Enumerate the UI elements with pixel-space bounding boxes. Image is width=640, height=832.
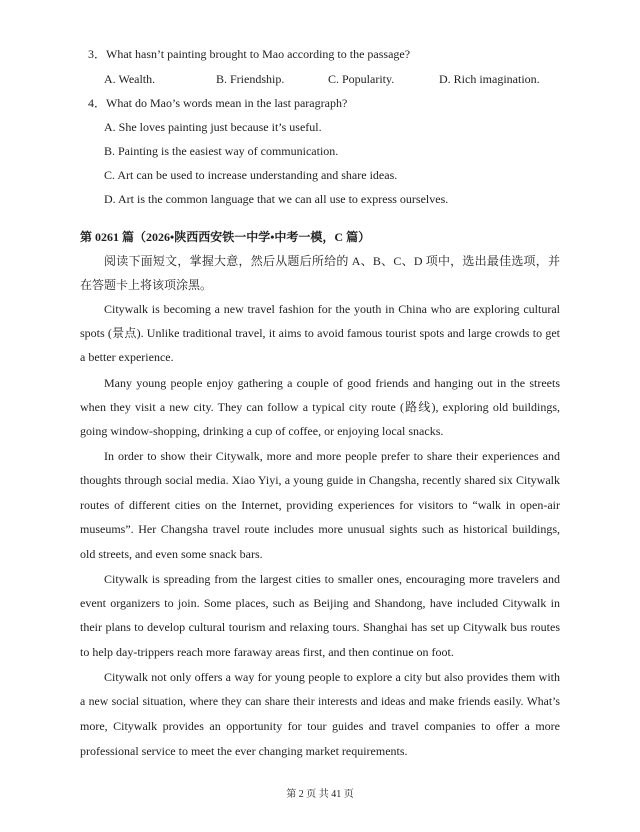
paragraph-5-line-2: a new social situation, where they can share their interests and ideas and make friends easily. What’s xyxy=(80,695,560,708)
instruction-line-1: 阅读下面短文，掌握大意，然后从题后所给的 A、B、C、D 项中，选出最佳选项，并 xyxy=(104,254,560,268)
paragraph-5-line-4: professional service to meet the ever changing market requirements. xyxy=(80,744,408,758)
question-4-option-a: A. She loves painting just because it’s useful. xyxy=(104,120,322,134)
paragraph-1-line-1: Citywalk is becoming a new travel fashion for the youth in China who are exploring cultural xyxy=(104,302,560,316)
paragraph-4-line-1: Citywalk is spreading from the largest cities to smaller ones, encouraging more travelers and xyxy=(104,572,560,586)
paragraph-1-line-3: a better experience. xyxy=(80,350,174,364)
question-4-option-b: B. Painting is the easiest way of communication. xyxy=(104,144,339,158)
paragraph-3-line-1: In order to show their Citywalk, more and more people prefer to share their experiences and xyxy=(104,449,560,463)
paragraph-3-line-2: thoughts through social media. Xiao Yiyi, a young guide in Changsha, recently shared six Citywalk xyxy=(80,473,560,487)
question-3-option-b: B. Friendship. xyxy=(216,72,285,86)
section-title: 第 0261 篇（2026•陕西西安铁一中学•中考一模，C 篇） xyxy=(80,230,371,244)
question-3 xyxy=(88,46,410,62)
paragraph-4-line-4: to help day-trippers reach more faraway areas first, and then continue on foot. xyxy=(80,645,454,659)
question-4-option-d: D. Art is the common language that we can all use to express ourselves. xyxy=(104,192,449,206)
paragraph-3-line-3: routes of different cities on the Internet, providing experiences for visitors to “walk in open-air xyxy=(80,498,560,512)
paragraph-4-line-3: their plans to develop cultural tourism and relaxing tours. Shanghai has set up Citywalk bus routes xyxy=(80,620,560,634)
paragraph-3-line-5: old streets, and even some snack bars. xyxy=(80,547,263,561)
question-4 xyxy=(88,95,347,111)
paragraph-2-line-1: Many young people enjoy gathering a couple of good friends and hanging out in the streets xyxy=(104,376,560,390)
question-4-option-c: C. Art can be used to increase understanding and share ideas. xyxy=(104,168,398,182)
paragraph-3-line-4: museums”. Her Changsha travel route includes more unusual sights such as historical buildings, xyxy=(80,522,560,536)
question-3-number: 3． xyxy=(88,47,107,61)
paragraph-2-line-2: when they visit a new city. They can follow a typical city route (路线), exploring old buildings, xyxy=(80,400,560,414)
page-footer: 第 2 页 共 41 页 xyxy=(286,789,354,800)
instruction-line-2: 在答题卡上将该项涂黑。 xyxy=(80,278,213,292)
question-4-text: What do Mao’s words mean in the last paragraph? xyxy=(106,96,348,110)
question-3-option-d: D. Rich imagination. xyxy=(439,72,540,86)
question-4-number: 4． xyxy=(88,96,107,110)
paragraph-5-line-1: Citywalk not only offers a way for young people to explore a city but also provides them with xyxy=(104,670,560,684)
question-3-option-a: A. Wealth. xyxy=(104,72,156,86)
question-3-option-c: C. Popularity. xyxy=(328,72,395,86)
paragraph-5-line-3: more, Citywalk provides an opportunity for tour guides and travel companies to offer a more xyxy=(80,719,560,733)
question-3-text: What hasn’t painting brought to Mao according to the passage? xyxy=(106,47,411,61)
paragraph-4-line-2: event organizers to join. Some places, such as Beijing and Shandong, have included Citywalk in xyxy=(80,596,560,610)
paragraph-2-line-3: going window-shopping, drinking a cup of coffee, or enjoying local snacks. xyxy=(80,424,444,438)
paragraph-1-line-2: spots (景点). Unlike traditional travel, it aims to avoid famous tourist spots and large crowds to get xyxy=(80,326,560,340)
